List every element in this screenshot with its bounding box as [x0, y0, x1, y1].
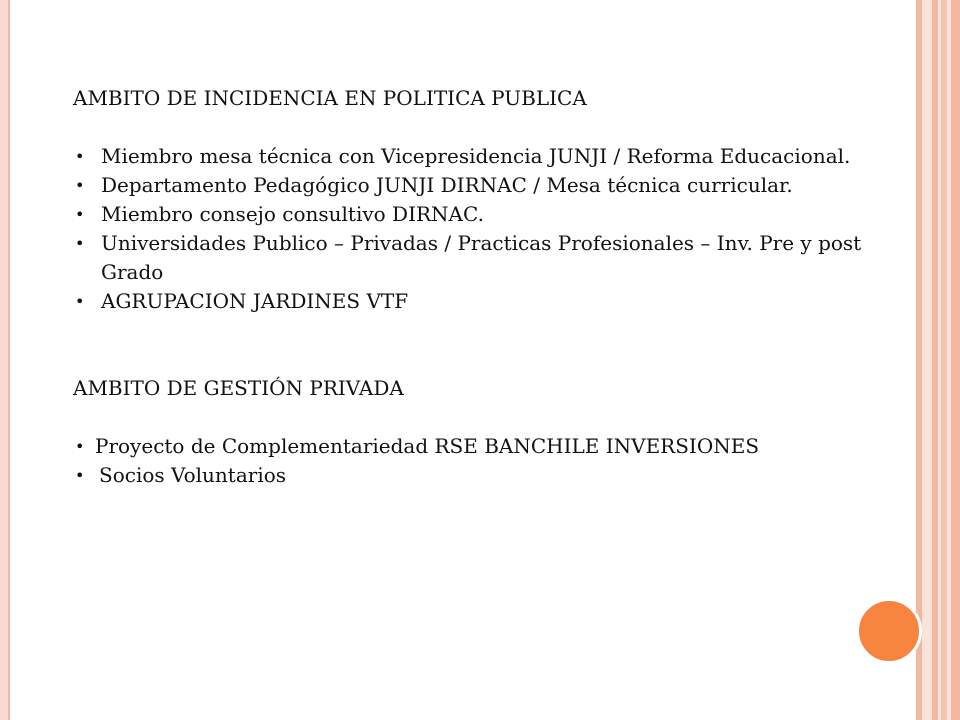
stripe: [951, 0, 960, 720]
list-item-text: Socios Voluntarios: [99, 463, 287, 487]
list-item: [73, 432, 863, 461]
list-item-text: Miembro consejo consultivo DIRNAC.: [101, 202, 484, 226]
bullet-icon: •: [75, 147, 85, 166]
list-item: [73, 461, 863, 490]
list-item-text: Universidades Publico – Privadas / Practicas Profesionales – Inv. Pre y post Grado: [101, 231, 862, 284]
list-item: [73, 287, 863, 316]
section-title-public-policy: AMBITO DE INCIDENCIA EN POLITICA PUBLICA: [73, 86, 587, 110]
list-item: [73, 142, 863, 171]
stripe: [922, 0, 932, 720]
list-item-text: Proyecto de Complementariedad RSE BANCHILE INVERSIONES: [95, 434, 760, 458]
bullet-icon: •: [75, 292, 85, 311]
slide-body: [73, 84, 863, 490]
left-border-decoration: [0, 0, 8, 720]
list-item-text: AGRUPACION JARDINES VTF: [101, 289, 409, 313]
bullet-icon: •: [75, 437, 85, 456]
bullet-icon: •: [75, 234, 85, 253]
list-item-text: Departamento Pedagógico JUNJI DIRNAC / Mesa técnica curricular.: [101, 173, 793, 197]
section-title-private-management: AMBITO DE GESTIÓN PRIVADA: [73, 376, 404, 400]
bullet-icon: •: [75, 466, 85, 485]
list-item: [73, 229, 863, 287]
public-policy-list: [73, 142, 863, 316]
list-item: [73, 200, 863, 229]
list-item: [73, 171, 863, 200]
list-item-text: Miembro mesa técnica con Vicepresidencia JUNJI / Reforma Educacional.: [101, 144, 851, 168]
bullet-icon: •: [75, 176, 85, 195]
right-stripe-decoration: [916, 0, 960, 720]
private-management-list: [73, 432, 863, 490]
bullet-icon: •: [75, 205, 85, 224]
orange-circle-decoration: [856, 598, 922, 664]
